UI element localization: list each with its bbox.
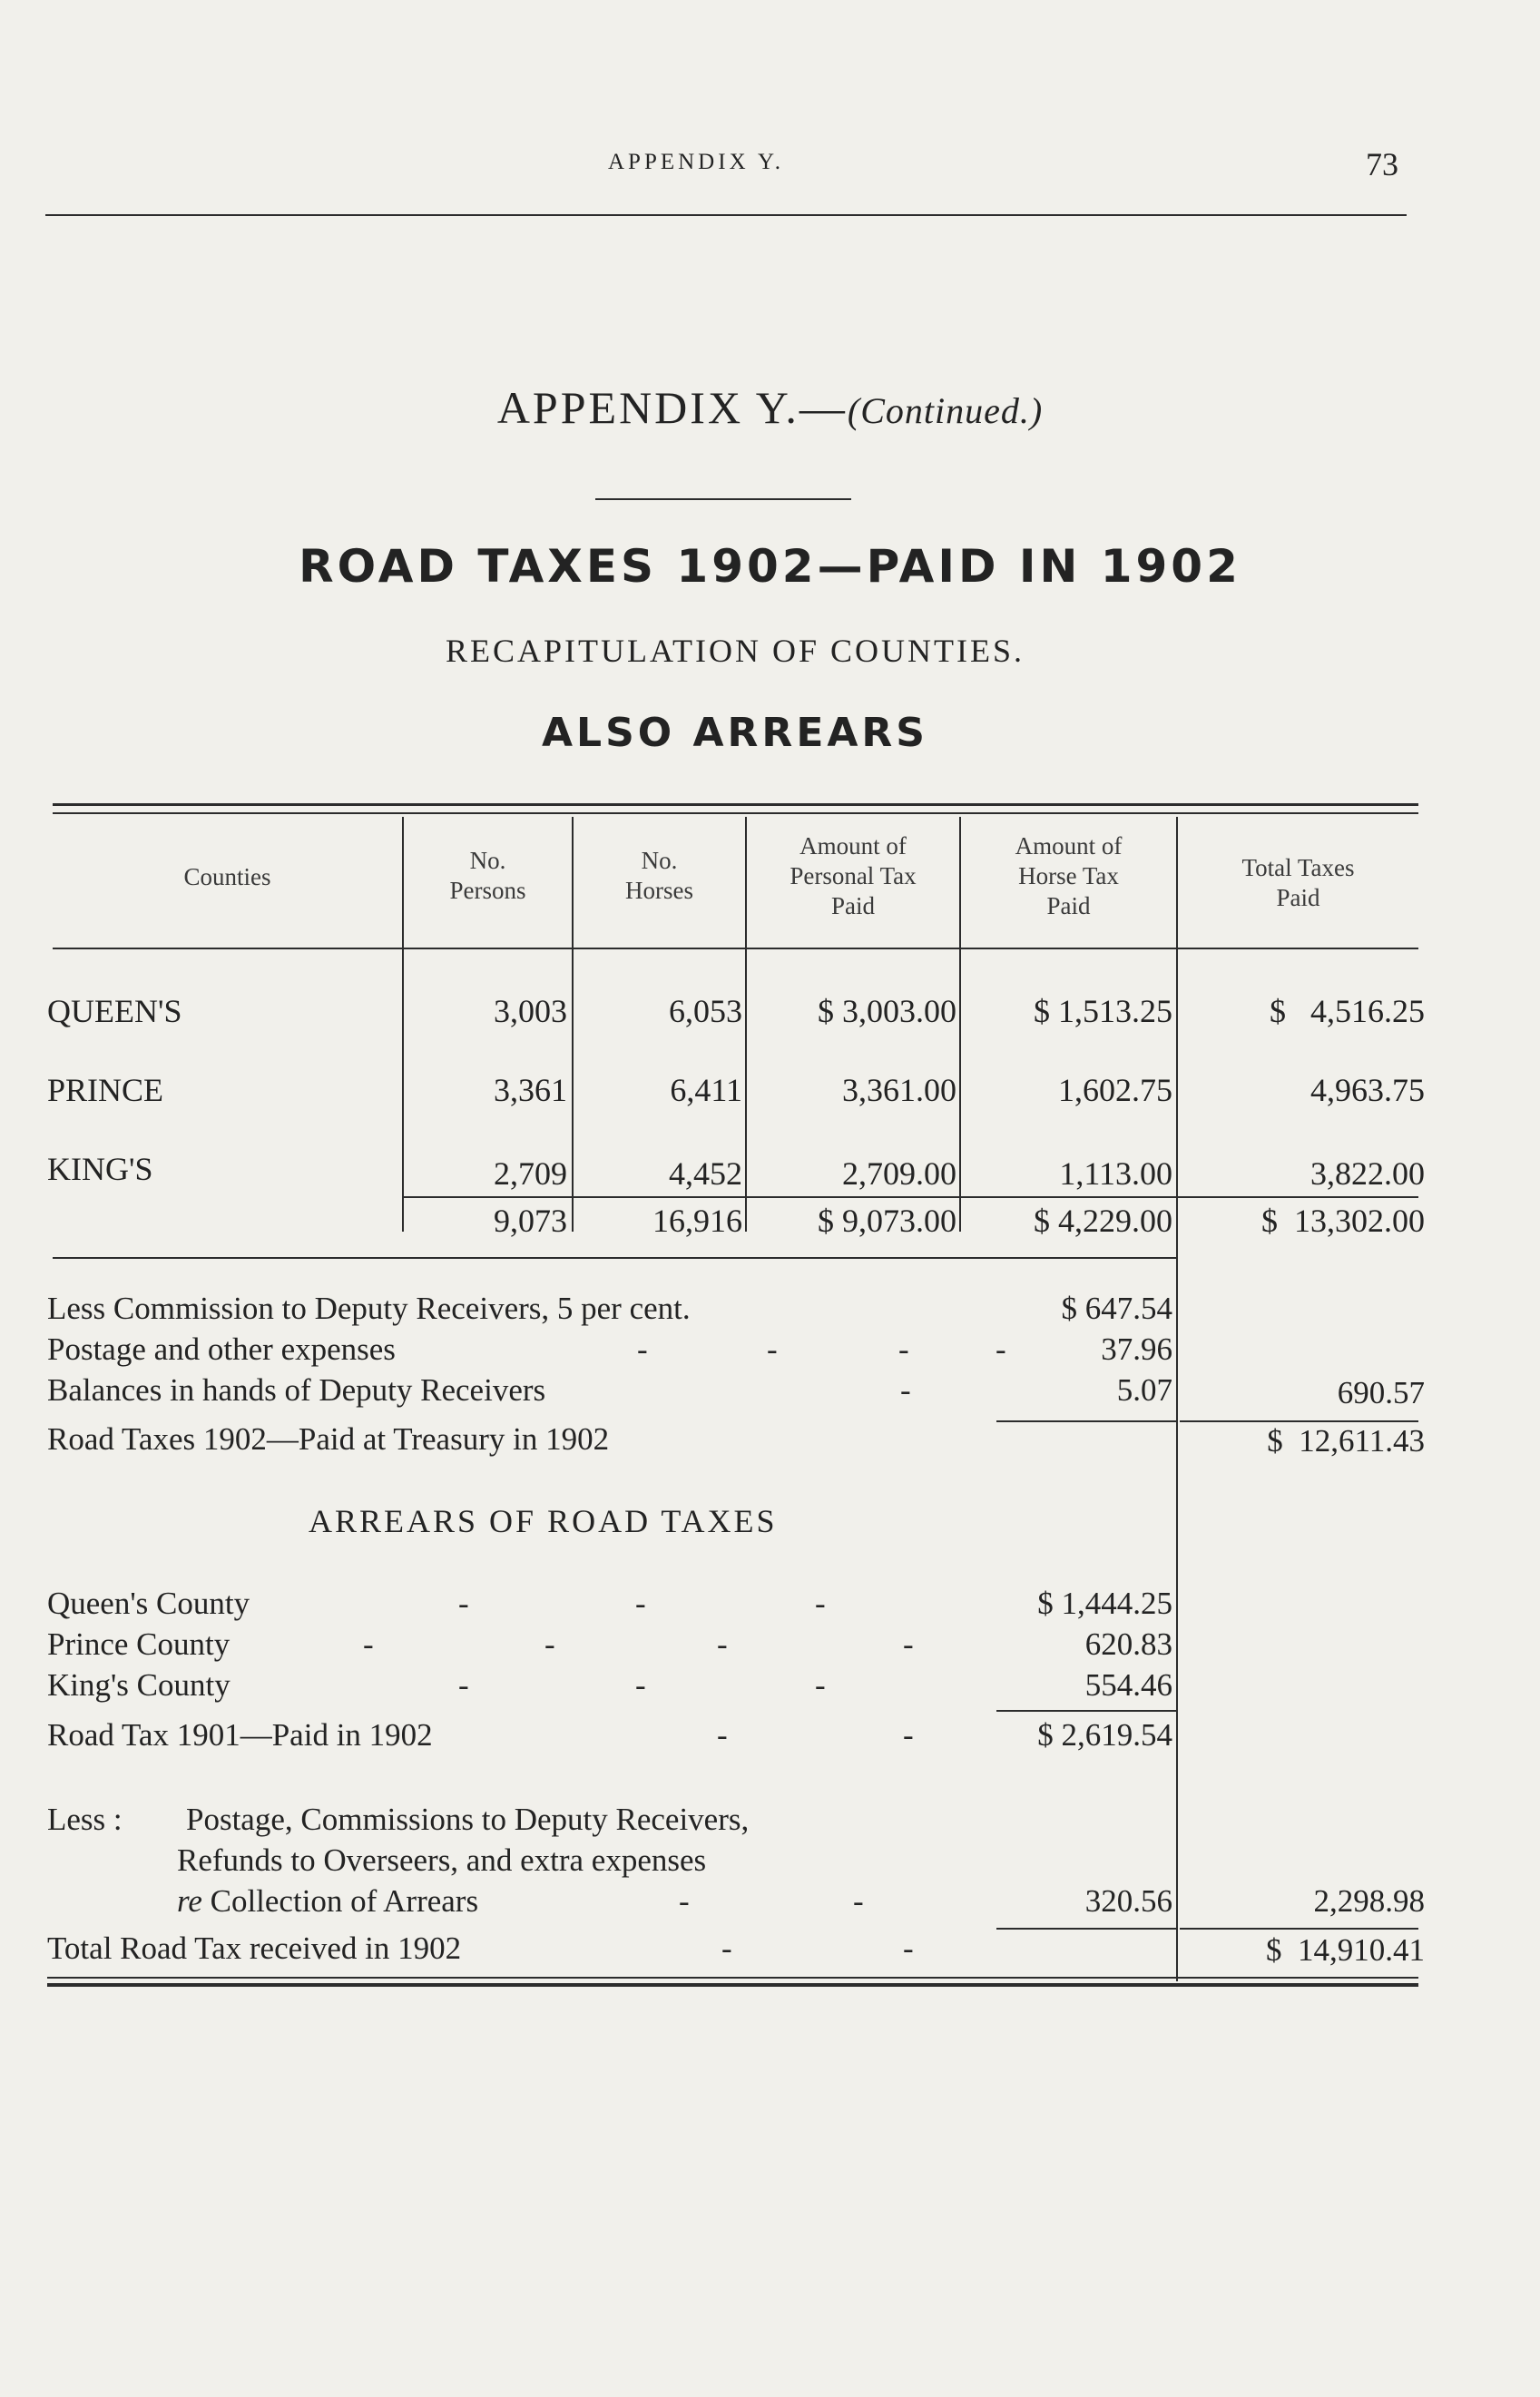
totals-rule: [404, 1196, 1418, 1198]
leader-dash: -: [898, 1331, 909, 1367]
page-number: 73: [1366, 146, 1398, 182]
deductions-total: 690.57: [1337, 1375, 1425, 1410]
leader-dash: -: [635, 1586, 646, 1621]
less-line-3-re: re: [177, 1883, 202, 1919]
arrears-subtotal-label: Road Tax 1901—Paid in 1902: [47, 1717, 433, 1753]
leader-dash: -: [903, 1930, 914, 1966]
running-head-title: APPENDIX Y.: [608, 150, 785, 174]
header-horse-tax-line2: Horse Tax: [1018, 862, 1119, 889]
arrears-heading-top: ALSO ARREARS: [542, 710, 928, 756]
grand-total-label: Total Road Tax received in 1902: [47, 1930, 462, 1966]
arrears-amount: $ 1,444.25: [1037, 1586, 1172, 1621]
leader-dash: -: [635, 1667, 646, 1703]
leader-dash: -: [544, 1626, 555, 1662]
header-total-line2: Paid: [1276, 884, 1320, 911]
deductions-total-rule: [1180, 1420, 1418, 1422]
county-name: PRINCE: [47, 1072, 164, 1108]
county-name: KING'S: [47, 1151, 153, 1187]
header-personal-line3: Paid: [830, 892, 875, 919]
county-name: QUEEN'S: [47, 993, 182, 1029]
header-personal-line2: Personal Tax: [790, 862, 917, 889]
horses-cell: 6,411: [670, 1072, 742, 1108]
arrears-amount: 554.46: [1084, 1667, 1172, 1703]
header-persons-line1: No.: [469, 847, 506, 874]
paid-treasury-label: Road Taxes 1902—Paid at Treasury in 1902: [47, 1421, 610, 1457]
appendix-title: [0, 381, 1540, 434]
table-top-rule-2: [53, 812, 1418, 814]
grand-total-cell: $ 13,302.00: [1261, 1203, 1425, 1239]
arrears-county-label: Queen's County: [47, 1586, 250, 1621]
leader-dash: -: [767, 1331, 778, 1367]
less-line-3: [177, 1883, 478, 1920]
arrears-subtotal-rule: [996, 1710, 1176, 1712]
horses-cell: 6,053: [669, 993, 742, 1029]
less-total: 2,298.98: [1313, 1883, 1425, 1919]
appendix-title-main: APPENDIX Y.—: [496, 382, 848, 433]
personal-tax-cell: 2,709.00: [842, 1155, 956, 1192]
horse-tax-cell: $ 1,513.25: [1034, 993, 1172, 1029]
horse-tax-cell: 1,602.75: [1058, 1072, 1172, 1108]
header-total: [1178, 853, 1418, 913]
less-prefix: Less :: [47, 1802, 123, 1837]
arrears-subtotal-amount: $ 2,619.54: [1037, 1717, 1172, 1753]
postage-label: Postage and other expenses: [47, 1331, 396, 1367]
leader-dash: -: [903, 1717, 914, 1753]
arrears-heading: ARREARS OF ROAD TAXES: [309, 1503, 778, 1539]
leader-dash: -: [815, 1667, 826, 1703]
paid-treasury-total: $ 12,611.43: [1267, 1423, 1425, 1459]
total-cell: $ 4,516.25: [1270, 993, 1425, 1029]
persons-cell: 3,003: [494, 993, 567, 1029]
title-rule: [595, 498, 851, 500]
leader-dash: -: [717, 1626, 728, 1662]
personal-tax-cell: 3,361.00: [842, 1072, 956, 1108]
arrears-county-label: Prince County: [47, 1626, 231, 1662]
running-head-rule: [45, 214, 1407, 216]
leader-dash: -: [853, 1883, 864, 1919]
persons-cell: 3,361: [494, 1072, 567, 1108]
horse-tax-total: $ 4,229.00: [1034, 1203, 1172, 1239]
main-heading: ROAD TAXES 1902—PAID IN 1902: [299, 540, 1241, 593]
horses-cell: 4,452: [669, 1155, 742, 1192]
leader-dash: -: [458, 1586, 469, 1621]
less-line-2: Refunds to Overseers, and extra expenses: [177, 1842, 707, 1878]
persons-cell: 2,709: [494, 1155, 567, 1192]
header-horse-tax-line1: Amount of: [1015, 832, 1123, 860]
leader-dash: -: [900, 1372, 911, 1408]
header-total-line1: Total Taxes: [1241, 854, 1355, 881]
leader-dash: -: [996, 1331, 1006, 1367]
table-bottom-rule: [53, 1257, 1176, 1259]
header-horses-line2: Horses: [625, 877, 693, 904]
grand-total-value: $ 14,910.41: [1266, 1932, 1425, 1968]
header-horses: [574, 846, 745, 906]
less-line-1: Postage, Commissions to Deputy Receivers,: [186, 1802, 750, 1837]
leader-dash: -: [815, 1586, 826, 1621]
header-horse-tax-line3: Paid: [1046, 892, 1091, 919]
header-bottom-rule: [53, 948, 1418, 949]
arrears-county-label: King's County: [47, 1667, 231, 1703]
table-top-rule: [53, 803, 1418, 806]
less-line-3-rest: Collection of Arrears: [201, 1883, 479, 1919]
header-persons-line2: Persons: [449, 877, 526, 904]
leader-dash: -: [363, 1626, 374, 1662]
horses-total: 16,916: [652, 1203, 742, 1239]
appendix-title-continued: (Continued.): [847, 390, 1044, 431]
less-rule: [996, 1928, 1176, 1930]
arrears-amount: 620.83: [1084, 1626, 1172, 1662]
bottom-rule-2: [47, 1983, 1418, 1987]
header-horse-tax: [961, 831, 1176, 921]
leader-dash: -: [458, 1667, 469, 1703]
total-cell: 3,822.00: [1310, 1155, 1425, 1192]
less-amount: 320.56: [1084, 1883, 1172, 1919]
total-cell: 4,963.75: [1310, 1072, 1425, 1108]
header-counties: Counties: [183, 863, 271, 890]
leader-dash: -: [679, 1883, 690, 1919]
deductions-rule: [996, 1420, 1176, 1422]
personal-tax-total: $ 9,073.00: [818, 1203, 956, 1239]
leader-dash: -: [637, 1331, 648, 1367]
less-total-rule: [1180, 1928, 1418, 1930]
commission-label: Less Commission to Deputy Receivers, 5 per cent.: [47, 1291, 691, 1326]
balances-label: Balances in hands of Deputy Receivers: [47, 1372, 546, 1408]
header-persons: [404, 846, 572, 906]
bottom-rule: [47, 1977, 1418, 1979]
header-horses-line1: No.: [641, 847, 678, 874]
horse-tax-cell: 1,113.00: [1059, 1155, 1172, 1192]
balances-amount: 5.07: [1116, 1372, 1172, 1408]
leader-dash: -: [903, 1626, 914, 1662]
personal-tax-cell: $ 3,003.00: [818, 993, 956, 1029]
header-personal-line1: Amount of: [799, 832, 907, 860]
recap-heading: RECAPITULATION OF COUNTIES.: [446, 633, 1025, 669]
persons-total: 9,073: [494, 1203, 567, 1239]
leader-dash: -: [721, 1930, 732, 1966]
leader-dash: -: [717, 1717, 728, 1753]
header-personal-tax: [747, 831, 959, 921]
postage-amount: 37.96: [1101, 1331, 1172, 1367]
commission-amount: $ 647.54: [1061, 1291, 1172, 1326]
